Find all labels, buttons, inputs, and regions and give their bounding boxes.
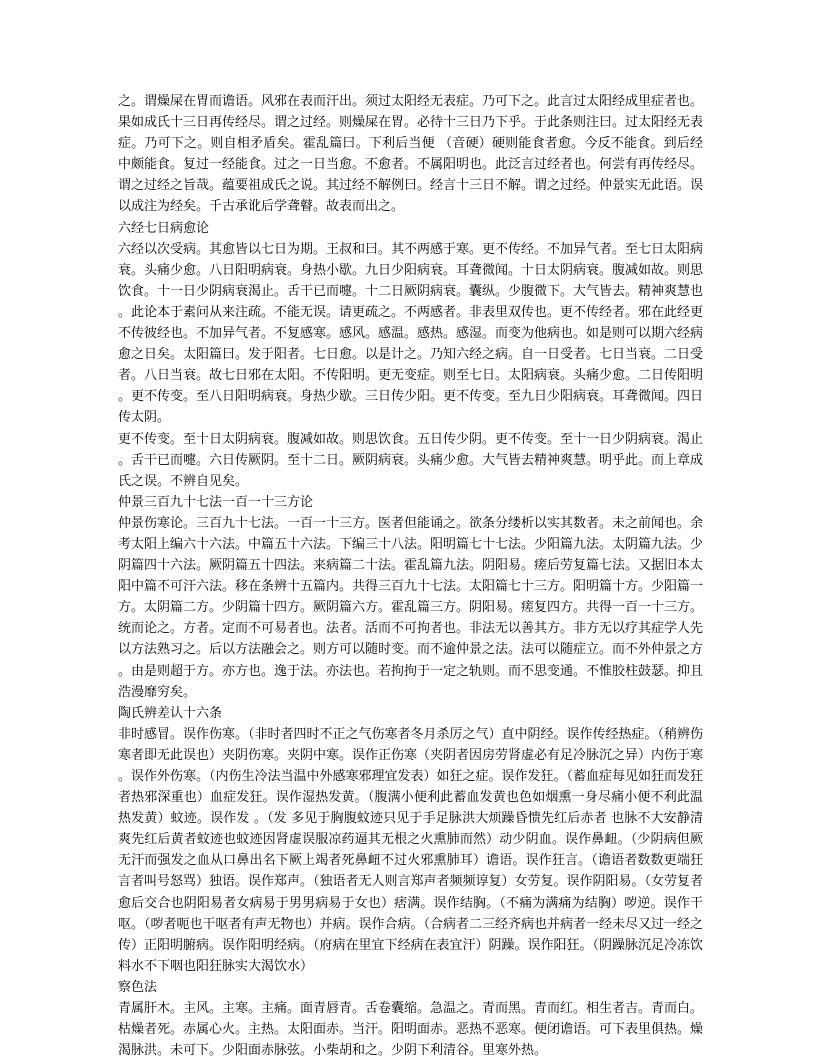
section-heading-397-methods-113-formulas: 仲景三百九十七法一百一十三方论 [118,494,314,510]
section-heading-color-inspection: 察色法 [118,979,158,995]
paragraph-methods-and-formulas: 仲景伤寒论。三百九十七法。一百一十三方。医者但能诵之。欲条分缕析以实其数者。未之前闻也。余考太阳上编六十六法。中篇五十六法。下编三十八法。阳明篇七十七法。少阳篇九法。太阴篇九法。少阴篇四十六法。厥阴篇五十四法。来病篇二十法。霍乱篇九法。阴阳易。瘥后劳复篇七法。又据旧本太阳中篇不可汗六法。移在条辨十五篇内。共得三百九十七法。太阳篇七十三方。阳明篇十方。少阳篇一方。太阴篇二方。少阴篇十四方。厥阴篇六方。霍乱篇三方。阴阳易。瘥复四方。共得一百一十三方。统而论之。方者。定而不可易者也。法者。活而不可拘者也。非法无以善其方。非方无以疗其症学人先以方法熟习之。后以方法融会之。则方可以随时变。而不逾仲景之法。法可以随症立。而不外仲景之方。由是则超于方。亦方也。逸于法。亦法也。若拘拘于一定之轨则。而不思变通。不惟胶柱鼓瑟。抑且浩漫靡穷矣。 [118,515,704,700]
section-heading-six-channels-seven-days: 六经七日病愈论 [118,220,210,236]
paragraph-six-channels-recovery-continued: 更不传变。至十日太阴病衰。腹减如故。则思饮食。五日传少阴。更不传变。至十一日少阴病衰。渴止。舌干已而嚏。六日传厥阴。至十二日。厥阴病衰。头痛少愈。大气皆去精神爽慧。明乎此。而上章成氏之误。不辨自见矣。 [118,431,704,489]
section-heading-tao-sixteen-misdiagnoses: 陶氏辨差认十六条 [118,705,223,721]
paragraph-sixteen-misdiagnoses: 非时感冒。误作伤寒。（非时者四时不正之气伤寒者冬月杀厉之气）直中阴经。误作传经热症。（稍辨伤寒者即无此误也）夹阴伤寒。夹阴中寒。误作正伤寒（夹阴者因房劳肾虚必有足冷脉沉之异）内伤于寒。误作外伤寒。（内伤生冷法当温中外感寒邪理宜发表）如狂之症。误作发狂。（蓄血症每见如狂而发狂者热邪深重也）血症发狂。误作湿热发黄。（腹满小便利此蓄血发黄也色如烟熏一身尽痛小便不利此温热发黄）蚊迹。误作发 。（发 多见于胸腹蚊迹只见于手足脉洪大烦躁昏愦先红后赤者 也脉不大安静清爽先红后黄者蚊迹也蚊迹因肾虚误服凉药逼其无根之火熏肺而然）动少阴血。误作鼻衄。（少阴病但厥无汗而强发之血从口鼻出名下厥上竭者死鼻衄不过火邪熏肺耳）谵语。误作狂言。（谵语者数数更端狂言者叫号怒骂）独语。误作郑声。（独语者无人则言郑声者频频谆复）女劳复。误作阴阳易。（女劳复者愈后交合也阴阳易者女病易于男男病易于女也）痞满。误作结胸。（不痛为满痛为结胸）哕逆。误作干呕。（哕者呃也干呕者有声无物也）并病。误作合病。（合病者二三经齐病也并病者一经未尽又过一经之传）正阳明腑病。误作阳明经病。（府病在里宜下经病在表宜汗）阴躁。误作阳狂。（阴躁脉沉足冷冻饮料水不下咽也阳狂脉实大渴饮水） [118,726,704,974]
paragraph-color-inspection: 青属肝木。主风。主寒。主痛。面青唇青。舌卷囊缩。急温之。青而黑。青而红。相生者吉。青而白。枯燥者死。赤属心火。主热。太阳面赤。当汗。阳明面赤。恶热不恶寒。便闭谵语。可下表里俱热。燥渴脉洪。未可下。少阳面赤脉弦。小柴胡和之。少阴下利清谷。里寒外热。 [118,1001,704,1059]
paragraph-guo-jing-continued: 之。谓燥屎在胃而谵语。风邪在表而汗出。须过太阳经无表症。乃可下之。此言过太阳经成里症者也。果如成氏十三日再传经尽。谓之过经。则燥屎在胃。必待十三日乃下乎。于此条则注曰。过太阳经无表症。乃可下之。则自相矛盾矣。霍乱篇曰。下利后当便 （音硬）硬则能食者愈。今反不能食。到后经中颇能食。复过一经能食。过之一日当愈。不愈者。不属阳明也。此泛言过经者也。何尝有再传经尽。谓之过经之旨哉。蕴要祖成氏之说。其过经不解例曰。经言十三日不解。谓之过经。仲景实无此语。误以成注为经矣。千古承讹后学聋瞽。故表而出之。 [118,94,704,215]
paragraph-six-channels-recovery: 六经以次受病。其愈皆以七日为期。王叔和曰。其不两感于寒。更不传经。不加异气者。至七日太阳病衰。头痛少愈。八日阳明病衰。身热小歇。九日少阳病衰。耳聋微闻。十日太阴病衰。腹减如故。则思饮食。十一日少阴病衰渴止。舌干已而嚏。十二日厥阴病衰。囊纵。少腹微下。大气皆去。精神爽慧也。此论本于素问从来注疏。不能无误。请更疏之。不两感者。非表里双传也。更不传经者。邪在此经更不传彼经也。不加异气者。不复感寒。感风。感温。感热。感湿。而变为他病也。如是则可以期六经病愈之日矣。太阳篇曰。发于阳者。七日愈。以是计之。乃知六经之病。自一日受者。七日当衰。二日受者。八日当衰。故七日邪在太阳。不传阳明。更无变症。则至七日。太阳病衰。头痛少愈。二日传阳明。更不传变。至八日阳明病衰。身热少歇。三日传少阳。更不传变。至九日少阳病衰。耳聋微闻。四日传太阴。 [118,241,704,426]
document-page [118,91,703,1061]
